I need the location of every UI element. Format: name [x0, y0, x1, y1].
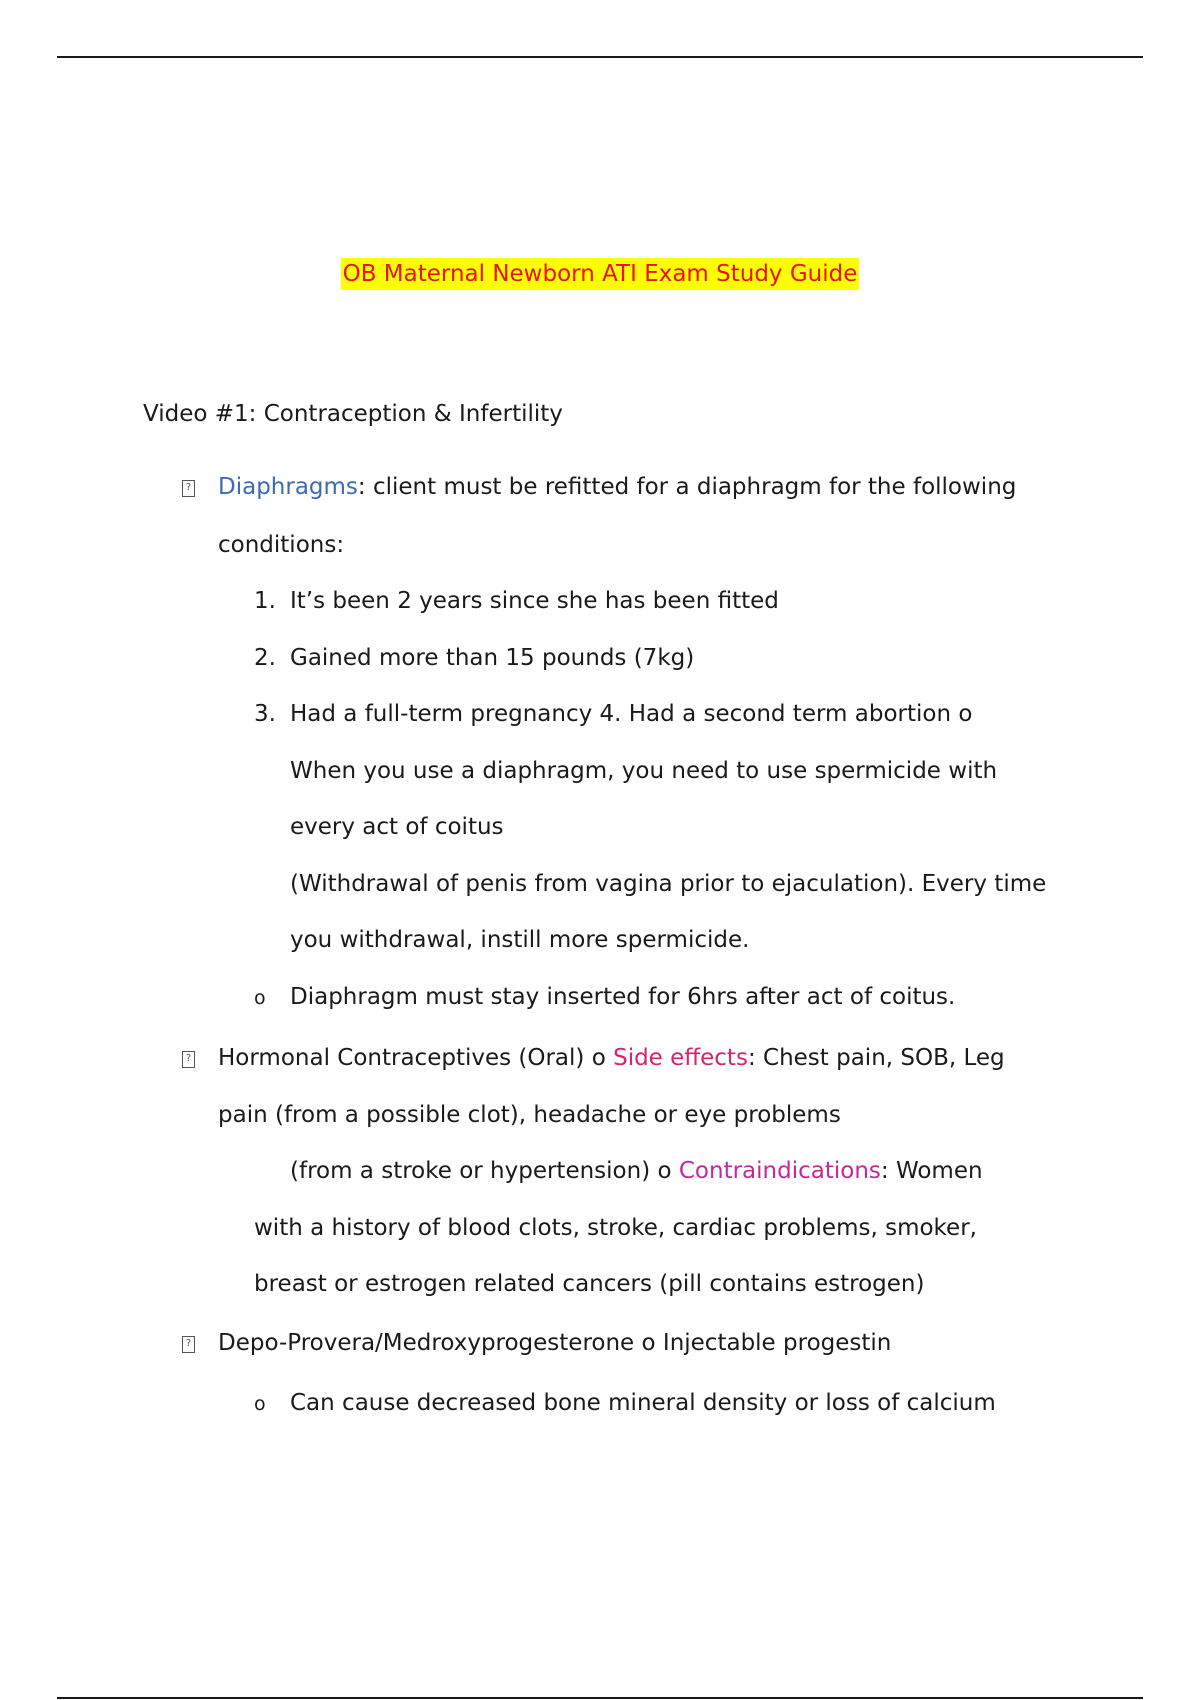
hormonal-line-3-lead: (from a stroke or hypertension) o: [290, 1158, 679, 1184]
depo-line-1: Depo-Provera/Medroxyprogesterone o Injectable progestin: [218, 1330, 892, 1356]
diaphragms-sub-1: Diaphragm must stay inserted for 6hrs after act of coitus.: [290, 984, 956, 1010]
numbered-item: It’s been 2 years since she has been fitted: [290, 588, 779, 614]
sub-bullet-marker: o: [254, 1393, 266, 1415]
diaphragms-cont-1: When you use a diaphragm, you need to use spermicide with: [290, 758, 998, 784]
title-wrap: [0, 258, 1200, 290]
hormonal-line-3: [290, 1155, 983, 1187]
numbered-item: Gained more than 15 pounds (7kg): [290, 645, 695, 671]
depo-sub-1: Can cause decreased bone mineral density or loss of calcium: [290, 1390, 996, 1416]
diaphragms-cont-3: (Withdrawal of penis from vagina prior to ejaculation). Every time: [290, 871, 1047, 897]
hormonal-line-1: [218, 1042, 1005, 1074]
contraindications-term: Contraindications: [678, 1158, 881, 1184]
numbered-num: 2.: [254, 645, 276, 671]
top-rule: [57, 56, 1143, 58]
bullet-icon: ?: [182, 1051, 195, 1068]
bottom-rule: [57, 1697, 1143, 1699]
hormonal-line-2: pain (from a possible clot), headache or eye problems: [218, 1102, 841, 1128]
diaphragms-line-2: conditions:: [218, 532, 345, 558]
hormonal-line-4: with a history of blood clots, stroke, cardiac problems, smoker,: [254, 1215, 977, 1241]
diaphragms-cont-2: every act of coitus: [290, 814, 504, 840]
section-heading: Video #1: Contraception & Infertility: [143, 401, 563, 427]
diaphragms-line-1-rest: : client must be refitted for a diaphragm for the following: [357, 474, 1017, 500]
hormonal-line-3-rest: : Women: [880, 1158, 983, 1184]
bullet-icon: ?: [182, 480, 195, 497]
hormonal-lead: Hormonal Contraceptives (Oral) o: [218, 1045, 614, 1071]
numbered-num: 1.: [254, 588, 276, 614]
sub-bullet-marker: o: [254, 987, 266, 1009]
hormonal-line-1-rest: : Chest pain, SOB, Leg: [747, 1045, 1005, 1071]
diaphragms-term: Diaphragms: [218, 474, 358, 500]
diaphragms-cont-4: you withdrawal, instill more spermicide.: [290, 927, 750, 953]
numbered-item: Had a full-term pregnancy 4. Had a second term abortion o: [290, 701, 973, 727]
bullet-icon: ?: [182, 1336, 195, 1353]
hormonal-line-5: breast or estrogen related cancers (pill contains estrogen): [254, 1271, 925, 1297]
side-effects-term: Side effects: [613, 1045, 748, 1071]
diaphragms-line-1: [218, 471, 1016, 503]
document-title: OB Maternal Newborn ATI Exam Study Guide: [341, 258, 860, 290]
numbered-num: 3.: [254, 701, 276, 727]
